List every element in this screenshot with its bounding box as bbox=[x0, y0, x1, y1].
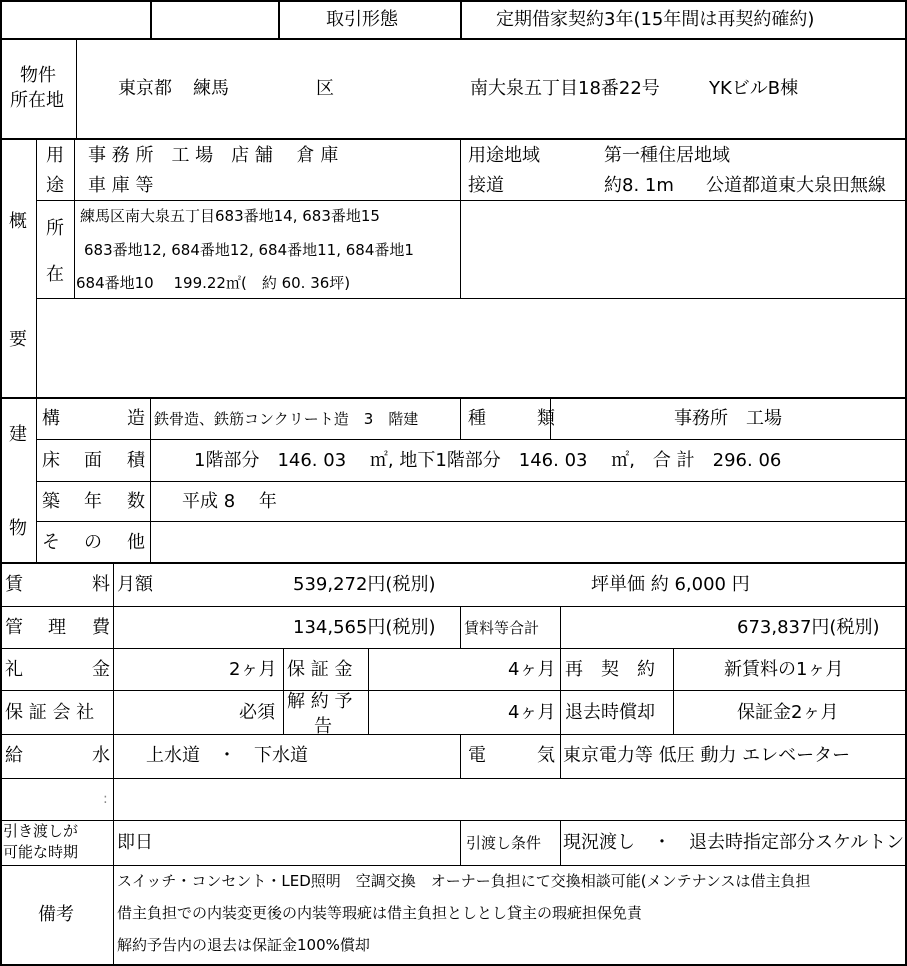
remarks-line: 解約予告内の退去は保証金100%償却 bbox=[117, 936, 370, 954]
power-label: 電 bbox=[468, 745, 486, 766]
type-value: 事務所 工場 bbox=[674, 408, 782, 429]
road-name: 公道都道東大泉田無線 bbox=[706, 175, 886, 196]
use-label: 途 bbox=[46, 175, 64, 196]
lot-value-line1: 練馬区南大泉五丁目683番地14, 683番地15 bbox=[80, 207, 380, 225]
rule bbox=[113, 648, 114, 735]
total-rent-label: 賃料等合計 bbox=[464, 619, 540, 637]
notice-value: 4ヶ月 bbox=[508, 702, 556, 723]
building-section-label: 物 bbox=[9, 518, 27, 539]
other-label: そ bbox=[42, 532, 60, 553]
blank-row-mark: : bbox=[103, 791, 108, 807]
power-label: 気 bbox=[537, 745, 555, 766]
structure-label: 構 bbox=[42, 408, 60, 429]
location-building: YKビルB棟 bbox=[709, 78, 799, 99]
location-label-line1: 物件 bbox=[20, 65, 56, 86]
rule bbox=[113, 563, 114, 607]
deposit-label: 保 証 金 bbox=[287, 659, 353, 680]
rule bbox=[150, 0, 152, 39]
floor-area-value: 1階部分 146. 03 ㎡, 地下1階部分 146. 03 ㎡, 合 計 296. 06 bbox=[194, 450, 782, 471]
rule bbox=[460, 820, 461, 866]
zoning-label: 用途地域 bbox=[468, 145, 540, 166]
rule bbox=[560, 606, 561, 649]
key-money-value: 2ヶ月 bbox=[229, 659, 277, 680]
management-fee-label: 管 bbox=[5, 617, 23, 638]
rule bbox=[460, 139, 461, 299]
water-label: 水 bbox=[92, 745, 110, 766]
rent-label: 賃 bbox=[5, 574, 23, 595]
building-age-label: 築 bbox=[42, 491, 60, 512]
rule bbox=[0, 820, 907, 821]
key-money-label: 礼 bbox=[5, 659, 23, 680]
rule bbox=[0, 397, 907, 399]
notice-label-line2: 告 bbox=[314, 716, 332, 737]
other-label: の bbox=[84, 532, 102, 553]
zoning-value: 第一種住居地域 bbox=[604, 145, 730, 166]
structure-label: 造 bbox=[127, 408, 145, 429]
rule bbox=[560, 820, 561, 866]
handover-condition-label: 引渡し条件 bbox=[466, 834, 542, 852]
rule bbox=[0, 38, 907, 40]
restoration-value: 保証金2ヶ月 bbox=[737, 702, 839, 723]
rule bbox=[113, 734, 114, 779]
location-ward-name: 練馬 bbox=[193, 78, 229, 99]
handover-condition-value: 現況渡し ・ 退去時指定部分スケルトン bbox=[563, 832, 905, 853]
handover-timing-label-line1: 引き渡しが bbox=[3, 822, 79, 840]
key-money-label: 金 bbox=[92, 659, 110, 680]
rule bbox=[0, 606, 907, 607]
road-label: 接道 bbox=[468, 175, 504, 196]
rule bbox=[560, 734, 561, 779]
rule bbox=[560, 648, 561, 735]
rule bbox=[36, 481, 907, 482]
floor-area-label: 積 bbox=[127, 450, 145, 471]
renewal-label: 再 契 約 bbox=[565, 659, 655, 680]
lot-value-line2: 683番地12, 684番地12, 684番地11, 684番地1 bbox=[84, 241, 414, 259]
rule bbox=[368, 648, 369, 735]
other-label: 他 bbox=[127, 532, 145, 553]
overview-section-label: 要 bbox=[9, 329, 27, 350]
handover-timing-label-line2: 可能な時期 bbox=[3, 843, 79, 861]
location-ward-suffix: 区 bbox=[316, 78, 334, 99]
rule bbox=[0, 690, 907, 691]
rule bbox=[283, 648, 284, 735]
total-rent-value: 673,837円(税別) bbox=[737, 617, 880, 638]
water-label: 給 bbox=[5, 745, 23, 766]
rule bbox=[460, 606, 461, 649]
use-label: 用 bbox=[46, 145, 64, 166]
remarks-line: スイッチ・コンセント・LED照明 空調交換 オーナー負担にて交換相談可能(メンテナンスは借主負担 bbox=[117, 872, 811, 890]
rule bbox=[113, 606, 114, 649]
rule bbox=[113, 820, 114, 866]
location-address: 南大泉五丁目18番22号 bbox=[470, 78, 660, 99]
rule bbox=[460, 0, 462, 39]
floor-area-label: 床 bbox=[42, 450, 60, 471]
management-fee-label: 費 bbox=[92, 617, 110, 638]
rule bbox=[36, 521, 907, 522]
power-value: 東京電力等 低圧 動力 エレベーター bbox=[563, 745, 851, 766]
rule bbox=[460, 398, 461, 440]
lot-label: 所 bbox=[46, 218, 64, 239]
rent-monthly-label: 月額 bbox=[117, 574, 153, 595]
guarantor-value: 必須 bbox=[239, 702, 275, 723]
use-value-line1: 事 務 所 工 場 店 舗 倉 庫 bbox=[88, 145, 339, 166]
rule bbox=[36, 200, 907, 201]
transaction-type-value: 定期借家契約3年(15年間は再契約確約) bbox=[496, 9, 815, 30]
restoration-label: 退去時償却 bbox=[565, 702, 655, 723]
lot-label: 在 bbox=[46, 264, 64, 285]
notice-label-line1: 解 約 予 bbox=[287, 691, 353, 712]
rule bbox=[0, 0, 2, 966]
remarks-line: 借主負担での内装変更後の内装等瑕疵は借主負担としとし貸主の瑕疵担保免責 bbox=[117, 904, 643, 922]
rule bbox=[36, 439, 907, 440]
management-fee-label: 理 bbox=[48, 617, 66, 638]
rule bbox=[36, 139, 37, 563]
location-city: 東京都 bbox=[118, 78, 172, 99]
rule bbox=[0, 648, 907, 649]
structure-value: 鉄骨造、鉄筋コンクリート造 3 階建 bbox=[154, 410, 419, 428]
renewal-value: 新賃料の1ヶ月 bbox=[724, 659, 844, 680]
rule bbox=[113, 778, 114, 821]
rule bbox=[36, 298, 907, 299]
location-label-line2: 所在地 bbox=[10, 90, 64, 111]
rule bbox=[0, 0, 907, 2]
building-section-label: 建 bbox=[9, 424, 27, 445]
handover-timing-value: 即日 bbox=[117, 832, 153, 853]
rule bbox=[113, 865, 114, 965]
rule bbox=[0, 778, 907, 779]
building-age-label: 数 bbox=[127, 491, 145, 512]
rule bbox=[76, 39, 77, 139]
rule bbox=[673, 648, 674, 735]
overview-section-label: 概 bbox=[9, 211, 27, 232]
remarks-label: 備考 bbox=[38, 904, 74, 925]
floor-area-label: 面 bbox=[84, 450, 102, 471]
rule bbox=[0, 562, 907, 564]
management-fee-value: 134,565円(税別) bbox=[293, 617, 436, 638]
rent-monthly-value: 539,272円(税別) bbox=[293, 574, 436, 595]
rule bbox=[460, 734, 461, 779]
water-value: 上水道 ・ 下水道 bbox=[146, 745, 308, 766]
rent-label: 料 bbox=[92, 574, 110, 595]
rule bbox=[150, 398, 151, 563]
rule bbox=[74, 139, 75, 299]
deposit-value: 4ヶ月 bbox=[508, 659, 556, 680]
type-label: 類 bbox=[537, 408, 555, 429]
rent-unit-price: 坪単価 約 6,000 円 bbox=[591, 574, 750, 595]
road-width: 約8. 1m bbox=[604, 175, 674, 196]
use-value-line2: 車 庫 等 bbox=[88, 175, 154, 196]
lot-value-line3: 684番地10 199.22㎡( 約 60. 36坪) bbox=[76, 274, 351, 292]
transaction-type-label: 取引形態 bbox=[326, 9, 398, 30]
rule bbox=[0, 734, 907, 735]
rule bbox=[0, 138, 907, 140]
guarantor-label: 保 証 会 社 bbox=[5, 702, 95, 723]
type-label: 種 bbox=[468, 408, 486, 429]
building-age-label: 年 bbox=[84, 491, 102, 512]
rule bbox=[278, 0, 280, 39]
rule bbox=[0, 865, 907, 866]
building-age-value: 平成 8 年 bbox=[182, 491, 277, 512]
